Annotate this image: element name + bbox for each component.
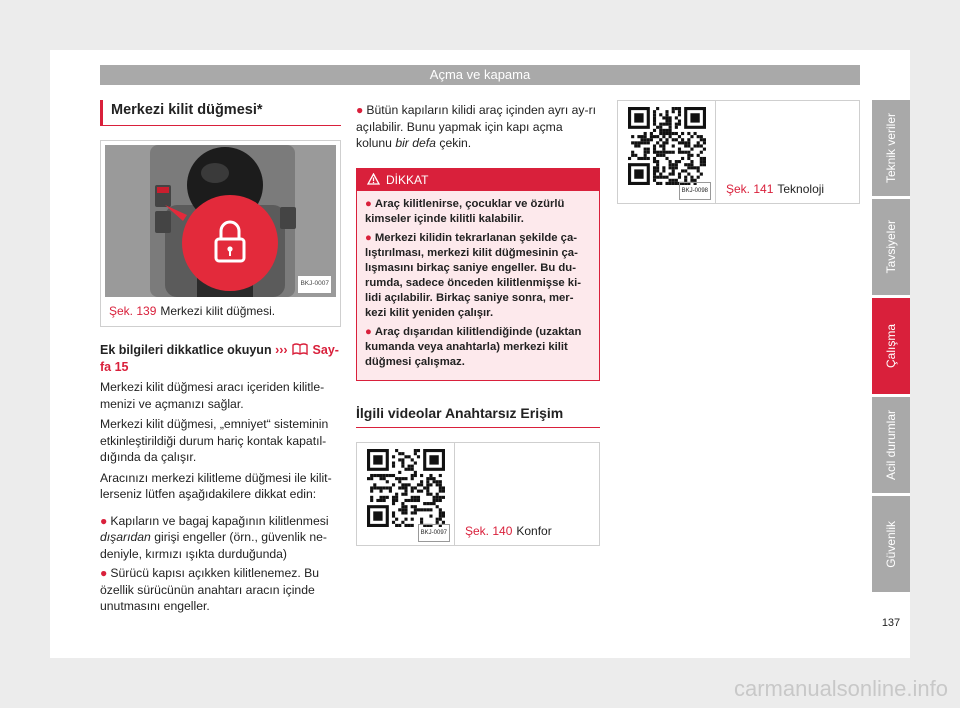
page-number: 137 xyxy=(881,617,901,629)
reference-heading xyxy=(100,342,341,375)
warning-item: ● Araç dışarıdan kilitlendiğinde (uzaktan kumanda veya anahtarla) merkezi kilit düğmesi çalışmaz. xyxy=(365,325,582,368)
warning-title: DİKKAT xyxy=(386,172,429,187)
central-lock-photo xyxy=(105,145,336,297)
warning-box xyxy=(356,168,600,381)
paragraph: Merkezi kilit düğmesi, „emniyet“ sisteminin etkinleştirildiği durum hariç kontak kapatıl-dığında da çalışır. xyxy=(100,417,329,464)
figure-code: BKJ-0097 xyxy=(418,524,450,543)
tab-acil-durumlar[interactable]: Acil durumlar xyxy=(872,397,910,493)
tab-tavsiyeler[interactable]: Tavsiyeler xyxy=(872,199,910,295)
figure-caption-text: Merkezi kilit düğmesi. xyxy=(160,303,276,318)
figure-number: Şek. 139 xyxy=(109,303,157,318)
figure-caption-text: Konfor xyxy=(516,523,552,538)
figure-139 xyxy=(100,140,341,328)
qr-code-icon xyxy=(628,107,706,185)
paragraph: Merkezi kilit düğmesi aracı içeriden kilitle-menizi ve açmanızı sağlar. xyxy=(100,380,325,411)
bullet-icon: ● xyxy=(100,566,108,580)
chevron-right-icon: ››› xyxy=(275,343,288,357)
warning-item: ● Araç kilitlenirse, çocuklar ve özürlü kimseler içinde kilitli kalabilir. xyxy=(365,197,565,225)
tab-calisma[interactable]: Çalışma xyxy=(872,298,910,394)
section-title: Merkezi kilit düğmesi* xyxy=(100,100,341,126)
figure-caption-text: Teknoloji xyxy=(777,181,825,196)
watermark-text: carmanualsonline.info xyxy=(733,676,948,701)
qr-code-konfor[interactable] xyxy=(357,443,455,545)
figure-141 xyxy=(617,100,860,204)
videos-heading: İlgili videolar Anahtarsız Erişim xyxy=(356,405,600,429)
column-2 xyxy=(356,100,600,546)
bullet-icon: ● xyxy=(365,197,372,210)
list-item: ● Sürücü kapısı açıkken kilitlenemez. Bu özellik sürücünün anahtarı aracın içinde unutmasını engeller. xyxy=(100,566,320,613)
bullet-icon: ● xyxy=(100,513,108,528)
warning-item: ● Merkezi kilidin tekrarlanan şekilde ça-lıştırılması, merkezi kilit düğmesinin ça-lışmasını birkaç saniye engeller. Bu du-rumda, sadece önceden kilitlenmişse ki-lidi açılabilir. Birkaç saniye sonra, mer-kezi kilit yeniden çalışır. xyxy=(365,231,581,319)
figure-caption xyxy=(716,181,824,204)
bullet-list xyxy=(100,513,341,615)
list-item: ● Bütün kapıların kilidi araç içinden ayrı ay-rı açılabilir. Bunu yapmak için kapı açma kolunu bir defa çekin. xyxy=(356,103,597,150)
warning-triangle-icon xyxy=(367,173,380,185)
emphasis: dışarıdan xyxy=(100,530,151,544)
figure-code: BKJ-0098 xyxy=(679,182,711,201)
warning-header xyxy=(357,169,599,191)
list-item: ● Kapıların ve bagaj kapağının kilitlenmesi dışarıdan girişi engeller (örn., güvenlik ne-deniyle, kırmızı ışıkta durduğunda) xyxy=(100,513,329,561)
figure-code: BKJ-0007 xyxy=(297,275,332,294)
column-1 xyxy=(100,100,341,615)
gear-shifter-illustration xyxy=(105,145,336,297)
figure-number: Şek. 141 xyxy=(726,181,774,196)
qr-code-icon xyxy=(367,449,445,527)
emphasis: bir defa xyxy=(395,136,436,150)
bullet-icon: ● xyxy=(365,325,372,338)
bullet-icon: ● xyxy=(365,231,372,244)
tab-teknik-veriler[interactable]: Teknik veriler xyxy=(872,100,910,196)
side-tabs xyxy=(872,100,910,595)
bullet-icon: ● xyxy=(356,103,364,117)
figure-number: Şek. 140 xyxy=(465,523,513,538)
reference-prefix: Ek bilgileri dikkatlice okuyun xyxy=(100,343,272,357)
figure-caption xyxy=(101,297,340,327)
column-3 xyxy=(617,100,860,204)
figure-140 xyxy=(356,442,600,546)
figure-caption xyxy=(455,523,552,546)
paragraph: Aracınızı merkezi kilitleme düğmesi ile kilit-lerseniz lütfen aşağıdakilere dikkat edin: xyxy=(100,470,332,501)
manual-book-icon xyxy=(291,342,309,356)
page-reference-link[interactable]: Say-fa 15 xyxy=(100,343,339,374)
qr-code-teknoloji[interactable] xyxy=(618,101,716,203)
tab-guvenlik[interactable]: Güvenlik xyxy=(872,496,910,592)
chapter-header: Açma ve kapama xyxy=(100,65,860,85)
warning-body xyxy=(357,191,599,380)
